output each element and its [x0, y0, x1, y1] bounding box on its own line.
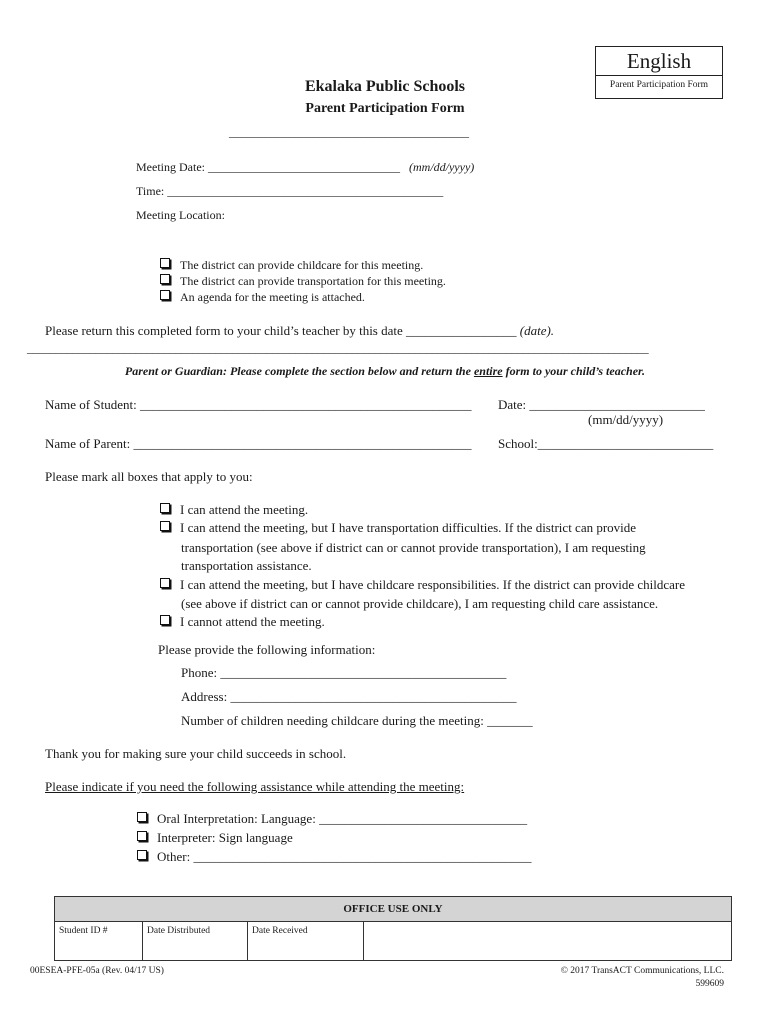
language-subtitle: Parent Participation Form	[609, 80, 709, 90]
checkbox[interactable]	[160, 521, 170, 531]
date-received-cell[interactable]: Date Received	[248, 921, 364, 960]
checkbox[interactable]	[137, 831, 147, 841]
option-text: An agenda for the meeting is attached.	[180, 290, 365, 304]
option-text: I can attend the meeting, but I have transportation difficulties. If the district can provide	[180, 520, 637, 535]
instruction-text-end: form to your child’s teacher.	[502, 364, 646, 378]
attend-option[interactable]	[160, 614, 325, 630]
school-name: Ekalaka Public Schools	[304, 78, 466, 95]
checkbox[interactable]	[160, 578, 170, 588]
office-use-table	[54, 896, 732, 961]
meeting-date-label: Meeting Date: ________________________________	[136, 160, 400, 174]
form-title: Parent Participation Form	[305, 101, 465, 116]
option-text: The district can provide childcare for this meeting.	[180, 258, 424, 272]
checkbox[interactable]	[137, 850, 147, 860]
thanks-text: Thank you for making sure your child succeeds in school.	[45, 746, 347, 761]
meeting-location-label: Meeting Location:	[136, 208, 225, 222]
student-date-field[interactable]: Date: ___________________________	[498, 397, 705, 412]
meeting-date-format: (mm/dd/yyyy)	[408, 160, 475, 174]
option-text-continued: transportation (see above if district can or cannot provide transportation), I am requesting	[181, 540, 646, 555]
assist-option[interactable]	[137, 830, 293, 846]
district-option[interactable]	[160, 290, 365, 305]
return-date-hint: (date).	[519, 323, 555, 338]
meeting-date-field[interactable]	[136, 160, 474, 175]
attend-option[interactable]	[160, 520, 636, 536]
form-number: 599609	[695, 979, 724, 989]
option-text-continued: (see above if district can or cannot provide childcare), I am requesting child care assistance.	[181, 596, 659, 611]
student-name-field[interactable]: Name of Student: ___________________________________________________	[45, 397, 472, 412]
option-text: I can attend the meeting, but I have childcare responsibilities. If the district can provide childcare	[180, 577, 686, 592]
language-title: English	[596, 49, 722, 76]
assistance-prompt: Please indicate if you need the following assistance while attending the meeting:	[45, 779, 465, 794]
office-use-title: OFFICE USE ONLY	[55, 897, 731, 922]
address-field[interactable]: Address: ____________________________________________	[181, 689, 517, 704]
option-text: Interpreter: Sign language	[157, 830, 293, 845]
meeting-time-field[interactable]: Time: ______________________________________________	[136, 184, 444, 198]
checkbox[interactable]	[137, 812, 147, 822]
option-text: I can attend the meeting.	[180, 502, 309, 517]
option-text: Oral Interpretation: Language: ________________________________	[157, 811, 528, 826]
assist-option[interactable]	[137, 849, 531, 865]
student-date-format: (mm/dd/yyyy)	[588, 412, 664, 427]
return-instruction	[45, 323, 554, 339]
phone-field[interactable]: Phone: ____________________________________________	[181, 665, 507, 680]
guardian-instruction	[0, 364, 770, 379]
checkbox[interactable]	[160, 274, 170, 284]
info-prompt: Please provide the following information:	[158, 642, 376, 657]
blank-cell[interactable]	[364, 921, 731, 960]
option-text: The district can provide transportation for this meeting.	[180, 274, 446, 288]
mark-prompt: Please mark all boxes that apply to you:	[45, 469, 253, 484]
parent-name-field[interactable]: Name of Parent: ____________________________________________________	[45, 436, 472, 451]
form-code: 00ESEA-PFE-05a (Rev. 04/17 US)	[30, 966, 164, 976]
district-option[interactable]	[160, 274, 446, 289]
student-id-cell[interactable]: Student ID #	[55, 921, 143, 960]
district-option[interactable]	[160, 258, 423, 273]
cut-divider: _____________________________________________________________________________________________________________	[27, 341, 649, 355]
attend-option[interactable]	[160, 577, 685, 593]
title-blank-line: ________________________________________	[229, 125, 469, 139]
checkbox[interactable]	[160, 258, 170, 268]
option-text: Other: ____________________________________________________	[157, 849, 532, 864]
date-distributed-cell[interactable]: Date Distributed	[143, 921, 248, 960]
instruction-emphasis: entire	[473, 364, 503, 378]
checkbox[interactable]	[160, 290, 170, 300]
checkbox[interactable]	[160, 503, 170, 513]
instruction-text: Parent or Guardian: Please complete the section below and return the	[124, 364, 474, 378]
option-text-continued: transportation assistance.	[181, 558, 312, 573]
checkbox[interactable]	[160, 615, 170, 625]
option-text: I cannot attend the meeting.	[180, 614, 325, 629]
school-field[interactable]: School:___________________________	[498, 436, 714, 451]
assist-option[interactable]	[137, 811, 527, 827]
return-text: Please return this completed form to your child’s teacher by this date _________________	[45, 323, 517, 338]
children-count-field[interactable]: Number of children needing childcare during the meeting: _______	[181, 713, 533, 728]
attend-option[interactable]	[160, 502, 308, 518]
copyright: © 2017 TransACT Communications, LLC.	[560, 966, 724, 976]
